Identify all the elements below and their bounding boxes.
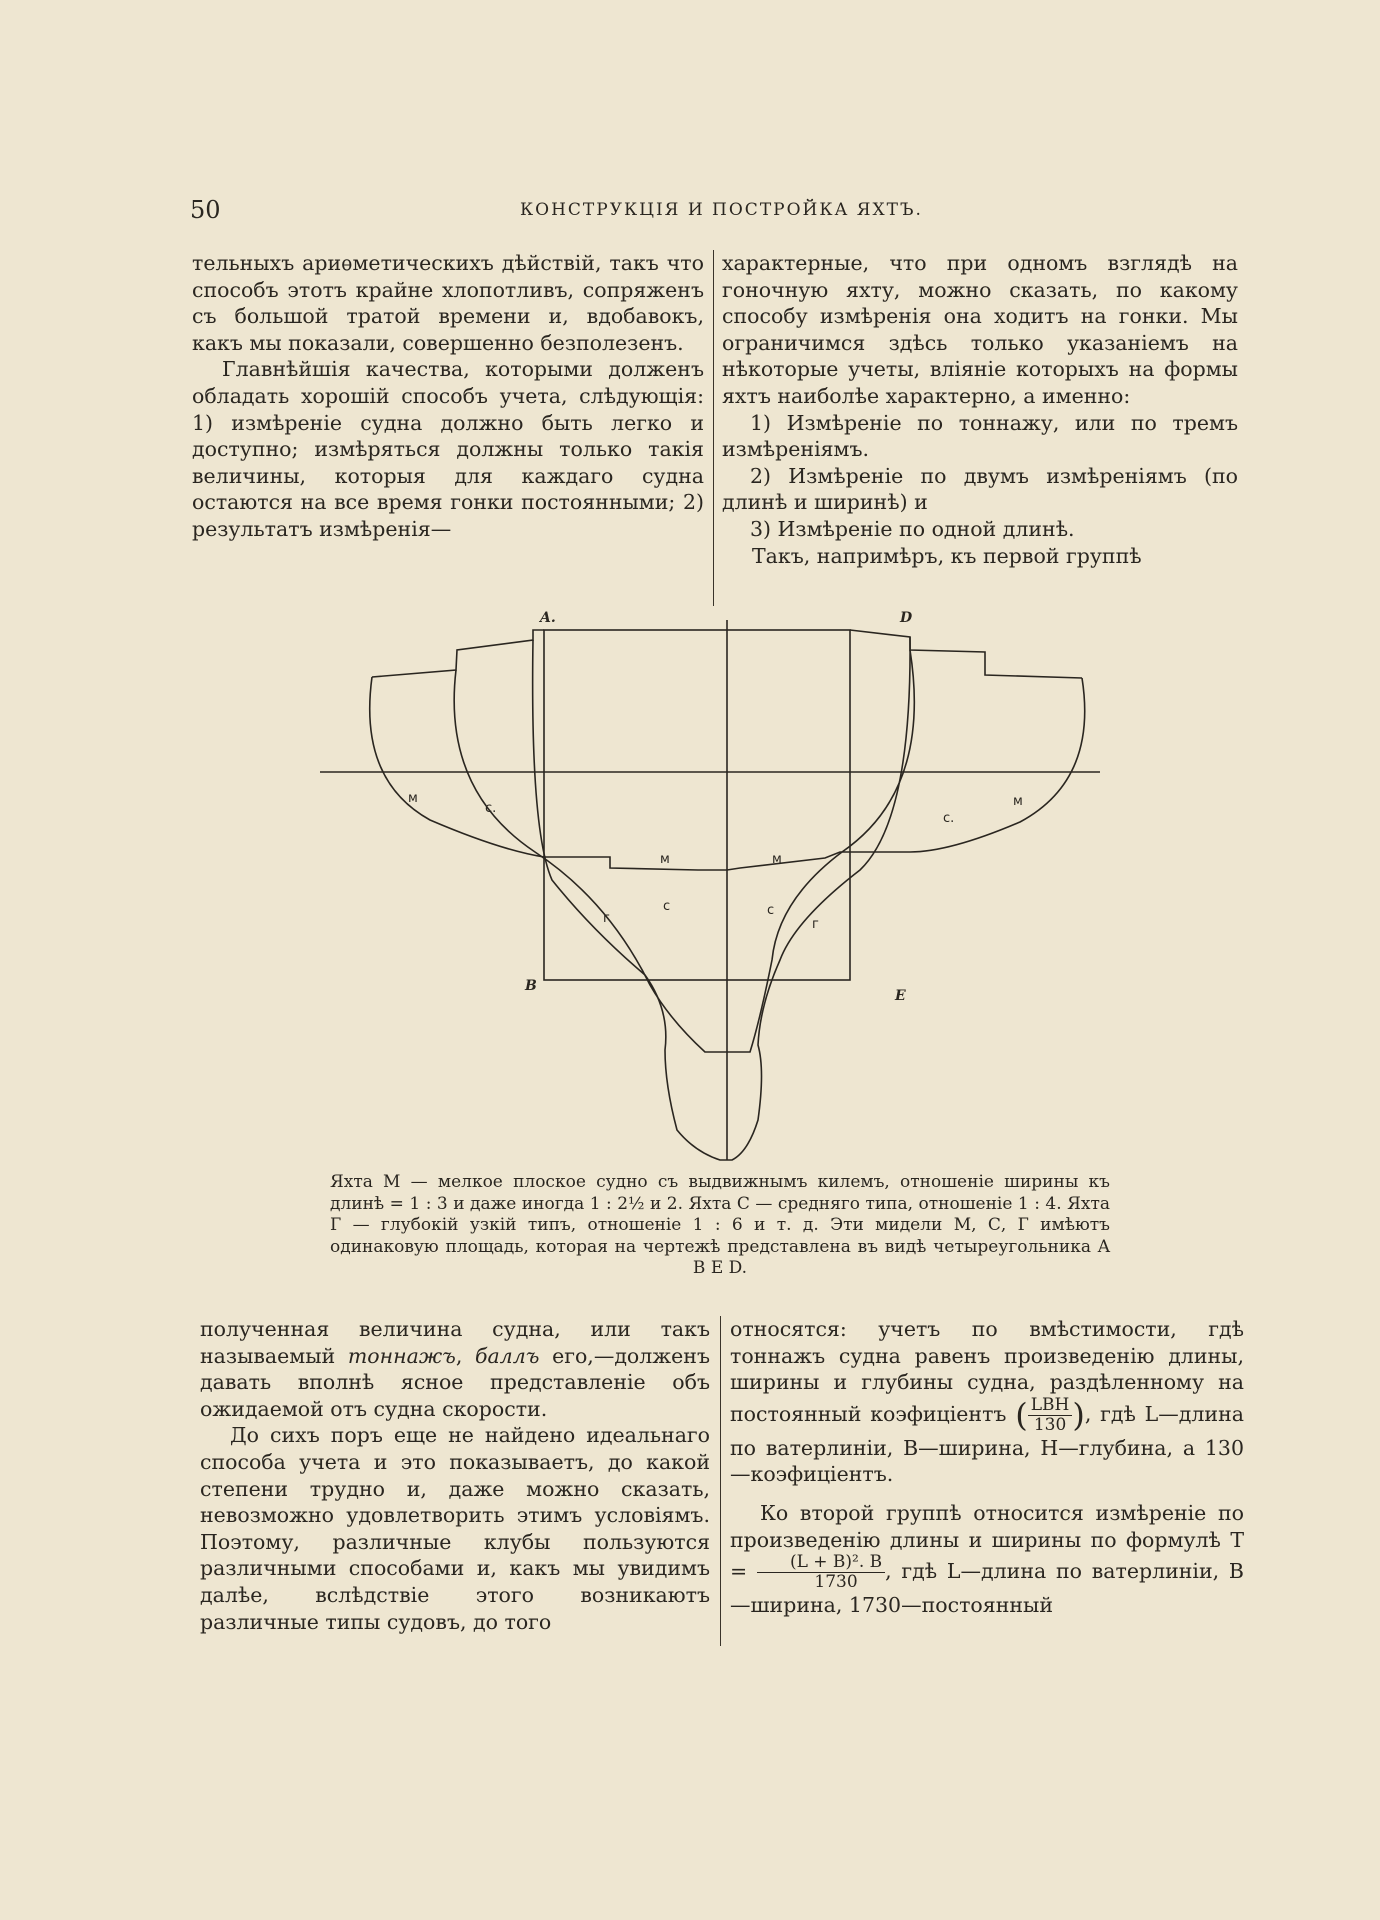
corner-e-label: E [895, 988, 906, 1004]
fraction-lbh [1028, 1396, 1073, 1435]
label-c: с. [485, 801, 497, 816]
corner-a-label: A. [540, 610, 556, 626]
denominator: 1730 [814, 1572, 858, 1593]
page-number: 50 [190, 196, 221, 224]
running-title: КОНСТРУКЦІЯ И ПОСТРОЙКА ЯХТЪ. [520, 200, 923, 220]
paragraph [730, 1500, 1244, 1619]
top-right-column [722, 250, 1238, 569]
page-header [190, 196, 1250, 226]
paragraph: Такъ, напримѣръ, къ первой группѣ [752, 543, 1142, 568]
paragraph [200, 1316, 710, 1422]
paragraph: Главнѣйшія качества, которыми долженъ обладать хорошій способъ учета, слѣдующія: 1) измѣреніе судна должно быть легко и доступно; измѣряться должны только такія величины, которыя для каждаго судна остаются на все время гонки постоянными; 2) результатъ измѣренія— [192, 357, 704, 541]
label-m: м [660, 852, 670, 867]
text-run: Ко второй группѣ относится измѣреніе по произведенію длины и ширины по формулѣ T = [730, 1500, 1244, 1584]
bottom-left-column [200, 1316, 710, 1635]
emphasis: тоннажъ [347, 1343, 456, 1368]
section-m-right [727, 678, 1085, 870]
paren: ( [1015, 1395, 1028, 1434]
text-run: полученная величина судна, или такъ называемый [200, 1317, 710, 1368]
list-item: 2) Измѣреніе по двумъ измѣреніямъ (по длинѣ и ширинѣ) и [722, 463, 1238, 515]
section-c-right [727, 650, 914, 1052]
text-run: , [455, 1343, 475, 1368]
corner-b-label: B [525, 978, 537, 994]
text-run: его,—долженъ давать вполнѣ ясное представленіе объ ожидаемой отъ судна скорости. [200, 1343, 710, 1421]
list-item: 1) Измѣреніе по тоннажу, или по тремъ измѣреніямъ. [722, 410, 1238, 462]
deck-line-right [850, 630, 1082, 678]
paren: ) [1072, 1395, 1085, 1434]
column-divider [713, 250, 714, 606]
label-g: г [603, 911, 610, 926]
text-run: относятся: учетъ по вмѣстимости, гдѣ тоннажъ судна равенъ произведенію длины, ширины и глубины судна, раздѣленному на постоянный коэфиціентъ [730, 1317, 1244, 1426]
bottom-right-column [730, 1316, 1244, 1619]
text-run: , гдѣ L—длина по ватерлиніи, B—ширина, 1730—постоянный [730, 1559, 1244, 1618]
column-divider [720, 1316, 721, 1646]
numerator: (L + B)². B [757, 1553, 885, 1573]
figure-caption: Яхта М — мелкое плоское судно съ выдвижнымъ килемъ, отношеніе ширины къ длинѣ = 1 : 3 и даже иногда 1 : 2½ и 2. Яхта С — средняго типа, отношеніе 1 : 4. Яхта Г — глубокій узкій типъ, отношеніе 1 : 6 и т. д. Эти мидели М, С, Г имѣютъ одинаковую площадь, которая на чертежѣ представлена въ видѣ четыреугольника A B E D. [330, 1172, 1110, 1278]
paragraph: До сихъ поръ еще не найдено идеальнаго способа учета и это показываетъ, до какой степени трудно и, даже можно сказать, невозможно удовлетворить этимъ условіямъ. Поэтому, различные клубы пользуются различными способами и, какъ мы увидимъ далѣе, вслѣдствіе этого возникаютъ различные типы судовъ, до того [200, 1423, 710, 1634]
label-m: м [772, 852, 782, 867]
text-run: , гдѣ L—длина по ватерлиніи, B—ширина, H—глубина, а 130—коэфиціентъ. [730, 1401, 1244, 1487]
label-m: м [408, 791, 418, 806]
emphasis: баллъ [474, 1343, 540, 1368]
deck-line-left [372, 630, 544, 677]
paragraph: характерные, что при одномъ взглядѣ на гоночную яхту, можно сказать, по какому способу измѣренія она ходитъ на гонки. Мы ограничимся здѣсь только указаніемъ на нѣкоторые учеты, вліяніе которыхъ на формы яхтъ наиболѣе характерно, а именно: [722, 251, 1238, 408]
corner-d-label: D [900, 610, 913, 626]
fraction-formula [757, 1553, 885, 1592]
rectangle-abed [544, 630, 850, 980]
numerator: LBH [1028, 1396, 1073, 1416]
section-g-left [533, 640, 727, 1160]
section-m-left [370, 677, 727, 870]
top-left-column [192, 250, 704, 543]
label-c: с. [943, 811, 955, 826]
label-m: м [1013, 794, 1023, 809]
label-c: с [767, 903, 775, 918]
label-g: г [812, 917, 819, 932]
hull-sections-diagram [320, 600, 1120, 1170]
section-c-left [454, 670, 727, 1052]
paragraph: тельныхъ ариѳметическихъ дѣйствій, такъ что способъ этотъ крайне хлопотливъ, сопряженъ съ большой тратой времени и, вдобавокъ, какъ мы показали, совершенно безполезенъ. [192, 251, 704, 355]
paragraph [730, 1316, 1244, 1488]
denominator: 130 [1033, 1414, 1067, 1435]
section-g-right [727, 637, 910, 1160]
list-item: 3) Измѣреніе по одной длинѣ. [750, 516, 1075, 541]
label-c: с [663, 899, 671, 914]
